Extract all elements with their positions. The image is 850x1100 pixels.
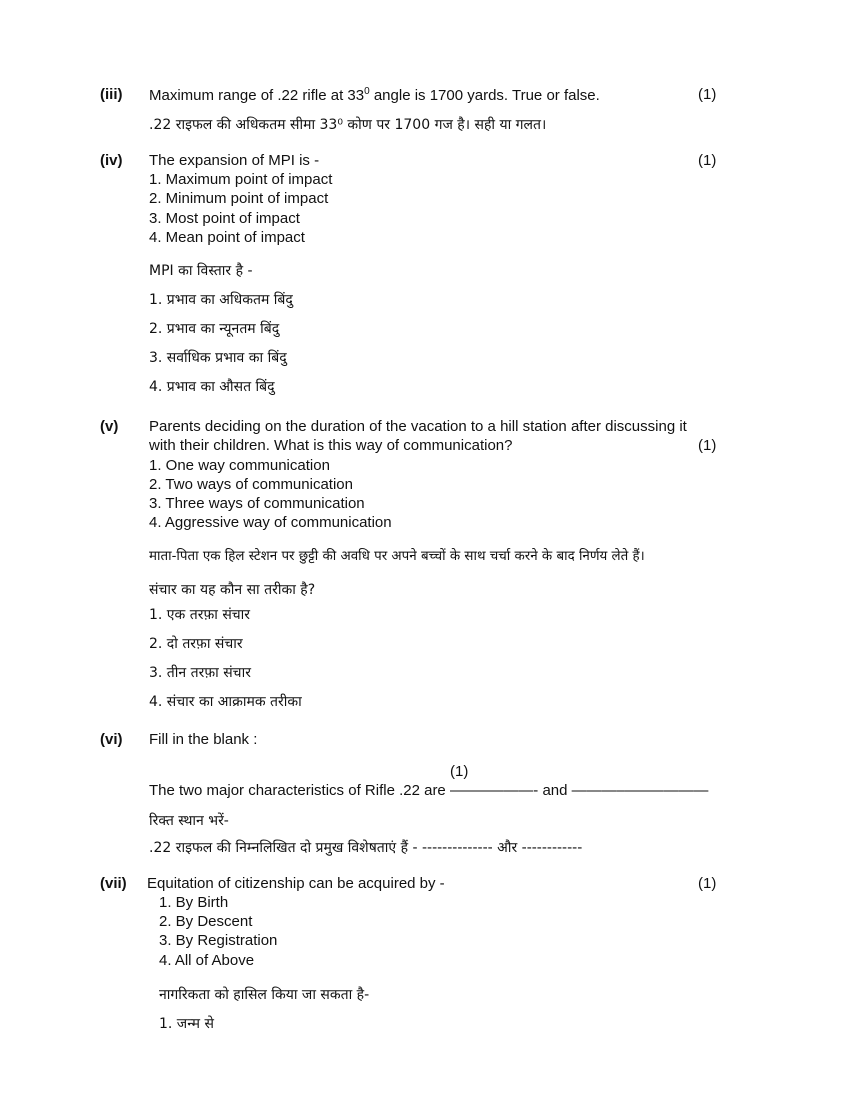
question-number-iv: (iv) — [100, 152, 123, 169]
marks-vi: (1) — [450, 763, 469, 780]
option-v-en-1: 1. One way communication — [149, 457, 330, 474]
option-iv-hi-4: 4. प्रभाव का औसत बिंदु — [149, 379, 275, 395]
question-iv-text-en: The expansion of MPI is - — [149, 152, 320, 169]
marks-v: (1) — [698, 437, 717, 454]
option-vii-en-4: 4. All of Above — [159, 952, 255, 969]
degree-superscript: 0 — [364, 86, 370, 97]
option-iv-en-3: 3. Most point of impact — [149, 210, 300, 227]
marks-iv: (1) — [698, 152, 717, 169]
question-v-text-en-line2: with their children. What is this way of communication? — [149, 437, 513, 454]
option-iv-en-4: 4. Mean point of impact — [149, 229, 305, 246]
option-vii-en-1: 1. By Birth — [159, 894, 229, 911]
question-v-text-hi-line2: संचार का यह कौन सा तरीका है? — [149, 582, 316, 598]
question-vii-text-hi: नागरिकता को हासिल किया जा सकता है- — [159, 987, 370, 1003]
option-iv-hi-3: 3. सर्वाधिक प्रभाव का बिंदु — [149, 350, 287, 366]
option-iv-hi-1: 1. प्रभाव का अधिकतम बिंदु — [149, 292, 293, 308]
question-v-text-en-line1: Parents deciding on the duration of the vacation to a hill station after discussing it — [149, 418, 687, 435]
marks-vii: (1) — [698, 875, 717, 892]
question-iii-text-en — [149, 86, 600, 104]
marks-iii: (1) — [698, 86, 717, 103]
option-v-hi-4: 4. संचार का आक्रामक तरीका — [149, 694, 302, 710]
question-v-text-hi-line1: माता-पिता एक हिल स्टेशन पर छुट्टी की अवधि पर अपने बच्चों के साथ चर्चा करने के बाद निर्णय लेते हैं। — [149, 549, 645, 564]
option-v-hi-1: 1. एक तरफ़ा संचार — [149, 607, 251, 623]
option-iv-en-1: 1. Maximum point of impact — [149, 171, 333, 188]
option-v-hi-2: 2. दो तरफ़ा संचार — [149, 636, 243, 652]
q-iii-text-part: Maximum range of .22 rifle at 33 — [149, 87, 365, 104]
option-vii-en-2: 2. By Descent — [159, 913, 253, 930]
question-vi-sentence-en: The two major characteristics of Rifle .22 are ———–——- and ———–——–——— — [149, 782, 709, 799]
question-iii-text-hi: .22 राइफल की अधिकतम सीमा 33⁰ कोण पर 1700 गज है। सही या गलत। — [149, 117, 547, 133]
question-number-vi: (vi) — [100, 731, 123, 748]
question-vi-text-hi: रिक्त स्थान भरें- — [149, 813, 229, 829]
question-number-v: (v) — [100, 418, 119, 435]
option-v-en-4: 4. Aggressive way of communication — [149, 514, 392, 531]
q-iii-text-part: angle is 1700 yards. True or false. — [369, 87, 600, 104]
option-vii-en-3: 3. By Registration — [159, 932, 278, 949]
option-v-hi-3: 3. तीन तरफ़ा संचार — [149, 665, 251, 681]
question-vi-sentence-hi: .22 राइफल की निम्नलिखित दो प्रमुख विशेषताएं हैं - -------------- और ------------ — [149, 840, 583, 856]
question-vii-text-en: Equitation of citizenship can be acquired by - — [147, 875, 445, 892]
question-number-vii: (vii) — [100, 875, 127, 892]
option-v-en-2: 2. Two ways of communication — [149, 476, 353, 493]
option-vii-hi-1: 1. जन्म से — [159, 1016, 214, 1032]
question-vi-text-en: Fill in the blank : — [149, 731, 258, 748]
question-iv-text-hi: MPI का विस्तार है - — [149, 263, 253, 279]
option-iv-en-2: 2. Minimum point of impact — [149, 190, 329, 207]
option-iv-hi-2: 2. प्रभाव का न्यूनतम बिंदु — [149, 321, 280, 337]
question-number-iii: (iii) — [100, 86, 123, 103]
option-v-en-3: 3. Three ways of communication — [149, 495, 365, 512]
